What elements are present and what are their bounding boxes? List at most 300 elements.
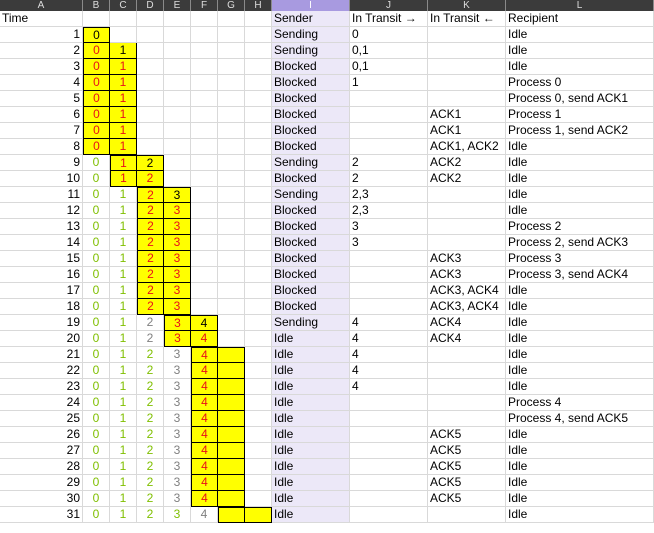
sender-cell[interactable]: Idle [272,491,350,507]
in-transit-forward-cell[interactable]: 4 [350,315,428,331]
empty-cell[interactable] [245,475,272,491]
in-transit-back-cell[interactable]: ACK3 [428,251,506,267]
sender-cell[interactable]: Blocked [272,219,350,235]
recipient-cell[interactable]: Process 2, send ACK3 [506,235,654,251]
sender-cell[interactable]: Idle [272,379,350,395]
in-transit-back-cell[interactable]: ACK3, ACK4 [428,299,506,315]
time-cell[interactable]: 25 [0,411,83,427]
sender-cell[interactable]: Idle [272,507,350,523]
empty-cell[interactable] [245,347,272,363]
acked-seq-cell[interactable]: 1 [110,379,137,395]
time-cell[interactable]: 5 [0,91,83,107]
time-cell[interactable]: 9 [0,155,83,171]
time-cell[interactable]: 29 [0,475,83,491]
recipient-cell[interactable]: Process 0 [506,75,654,91]
time-cell[interactable]: 27 [0,443,83,459]
empty-cell[interactable] [245,155,272,171]
time-cell[interactable]: 18 [0,299,83,315]
window-seq-cell[interactable]: 3 [164,251,191,267]
in-transit-forward-cell[interactable]: 4 [350,379,428,395]
window-seq-cell[interactable]: 4 [191,443,218,459]
acked-seq-cell[interactable]: 2 [137,507,164,523]
empty-cell[interactable] [191,139,218,155]
acked-seq-cell[interactable]: 3 [164,363,191,379]
acked-seq-cell[interactable]: 1 [110,443,137,459]
time-cell[interactable]: 22 [0,363,83,379]
in-transit-forward-cell[interactable] [350,491,428,507]
in-transit-back-cell[interactable]: ACK5 [428,459,506,475]
window-seq-cell[interactable]: 4 [191,427,218,443]
window-seq-cell[interactable]: 2 [137,267,164,283]
in-transit-forward-cell[interactable] [350,267,428,283]
in-transit-forward-cell[interactable]: 3 [350,235,428,251]
sender-cell[interactable]: Sending [272,155,350,171]
sender-cell[interactable]: Blocked [272,75,350,91]
in-transit-back-cell[interactable] [428,363,506,379]
sender-cell[interactable]: Idle [272,347,350,363]
acked-seq-cell[interactable]: 0 [83,187,110,203]
in-transit-back-cell[interactable] [428,75,506,91]
acked-seq-cell[interactable]: 1 [110,459,137,475]
empty-cell[interactable] [245,107,272,123]
empty-cell[interactable] [245,283,272,299]
in-transit-back-cell[interactable]: ACK5 [428,475,506,491]
time-cell[interactable]: 30 [0,491,83,507]
empty-cell[interactable] [137,75,164,91]
sender-cell[interactable]: Idle [272,411,350,427]
window-seq-cell[interactable] [218,427,245,443]
sender-cell[interactable]: Blocked [272,203,350,219]
acked-seq-cell[interactable]: 2 [137,379,164,395]
window-seq-cell[interactable]: 4 [191,363,218,379]
acked-seq-cell[interactable]: 1 [110,235,137,251]
window-seq-cell[interactable]: 3 [164,235,191,251]
recipient-cell[interactable]: Process 3, send ACK4 [506,267,654,283]
acked-seq-cell[interactable]: 0 [83,379,110,395]
time-cell[interactable]: 17 [0,283,83,299]
in-transit-back-cell[interactable]: ACK2 [428,171,506,187]
in-transit-forward-cell[interactable]: 2,3 [350,187,428,203]
column-header-d[interactable]: D [137,0,164,11]
acked-seq-cell[interactable]: 0 [83,459,110,475]
in-transit-back-cell[interactable] [428,411,506,427]
time-cell[interactable]: 15 [0,251,83,267]
in-transit-back-cell[interactable] [428,203,506,219]
header-cell-b[interactable] [83,11,110,27]
empty-cell[interactable] [191,203,218,219]
recipient-cell[interactable]: Idle [506,491,654,507]
empty-cell[interactable] [137,43,164,59]
acked-seq-cell[interactable]: 1 [110,203,137,219]
acked-seq-cell[interactable]: 3 [164,459,191,475]
recipient-cell[interactable]: Process 1, send ACK2 [506,123,654,139]
in-transit-forward-cell[interactable] [350,91,428,107]
acked-seq-cell[interactable]: 2 [137,363,164,379]
header-cell-i[interactable]: Sender [272,11,350,27]
in-transit-forward-cell[interactable]: 2 [350,155,428,171]
acked-seq-cell[interactable]: 0 [83,443,110,459]
time-cell[interactable]: 31 [0,507,83,523]
time-cell[interactable]: 4 [0,75,83,91]
in-transit-forward-cell[interactable] [350,427,428,443]
window-seq-cell[interactable]: 1 [110,155,137,171]
in-transit-forward-cell[interactable] [350,411,428,427]
acked-seq-cell[interactable]: 0 [83,507,110,523]
empty-cell[interactable] [218,27,245,43]
window-seq-cell[interactable]: 0 [83,27,110,43]
empty-cell[interactable] [245,139,272,155]
window-seq-cell[interactable]: 1 [110,59,137,75]
header-cell-j[interactable]: In Transit → [350,11,428,27]
empty-cell[interactable] [191,187,218,203]
empty-cell[interactable] [218,123,245,139]
window-seq-cell[interactable]: 1 [110,75,137,91]
empty-cell[interactable] [191,91,218,107]
acked-seq-cell[interactable]: 1 [110,395,137,411]
acked-seq-cell[interactable]: 0 [83,427,110,443]
recipient-cell[interactable]: Idle [506,363,654,379]
header-cell-l[interactable]: Recipient [506,11,654,27]
sender-cell[interactable]: Idle [272,475,350,491]
empty-cell[interactable] [218,75,245,91]
sender-cell[interactable]: Sending [272,43,350,59]
in-transit-forward-cell[interactable]: 0,1 [350,43,428,59]
empty-cell[interactable] [218,155,245,171]
empty-cell[interactable] [245,459,272,475]
in-transit-forward-cell[interactable]: 2,3 [350,203,428,219]
window-seq-cell[interactable]: 3 [164,187,191,203]
empty-cell[interactable] [164,123,191,139]
empty-cell[interactable] [191,123,218,139]
acked-seq-cell[interactable]: 1 [110,251,137,267]
header-cell-g[interactable] [218,11,245,27]
in-transit-forward-cell[interactable] [350,459,428,475]
window-seq-cell[interactable]: 0 [83,139,110,155]
acked-seq-cell[interactable]: 0 [83,331,110,347]
recipient-cell[interactable]: Idle [506,507,654,523]
in-transit-back-cell[interactable]: ACK1, ACK2 [428,139,506,155]
empty-cell[interactable] [218,187,245,203]
sender-cell[interactable]: Idle [272,395,350,411]
empty-cell[interactable] [191,27,218,43]
empty-cell[interactable] [245,91,272,107]
empty-cell[interactable] [218,219,245,235]
empty-cell[interactable] [245,395,272,411]
empty-cell[interactable] [218,331,245,347]
in-transit-back-cell[interactable] [428,379,506,395]
acked-seq-cell[interactable]: 0 [83,267,110,283]
empty-cell[interactable] [245,75,272,91]
time-cell[interactable]: 13 [0,219,83,235]
acked-seq-cell[interactable]: 1 [110,347,137,363]
acked-seq-cell[interactable]: 1 [110,315,137,331]
recipient-cell[interactable]: Idle [506,203,654,219]
empty-cell[interactable] [164,27,191,43]
in-transit-forward-cell[interactable]: 4 [350,331,428,347]
sender-cell[interactable]: Idle [272,443,350,459]
window-seq-cell[interactable] [218,347,245,363]
window-seq-cell[interactable]: 4 [191,491,218,507]
acked-seq-cell[interactable]: 1 [110,411,137,427]
in-transit-forward-cell[interactable]: 2 [350,171,428,187]
acked-seq-cell[interactable]: 0 [83,251,110,267]
in-transit-back-cell[interactable]: ACK2 [428,155,506,171]
empty-cell[interactable] [245,235,272,251]
window-seq-cell[interactable]: 1 [110,91,137,107]
sender-cell[interactable]: Sending [272,27,350,43]
time-cell[interactable]: 19 [0,315,83,331]
window-seq-cell[interactable]: 3 [164,283,191,299]
acked-seq-cell[interactable]: 2 [137,491,164,507]
window-seq-cell[interactable]: 4 [191,347,218,363]
in-transit-forward-cell[interactable] [350,475,428,491]
acked-seq-cell[interactable]: 1 [110,267,137,283]
recipient-cell[interactable]: Idle [506,459,654,475]
acked-seq-cell[interactable]: 2 [137,411,164,427]
recipient-cell[interactable]: Idle [506,187,654,203]
column-header-l[interactable]: L [506,0,654,11]
header-cell-d[interactable] [137,11,164,27]
acked-seq-cell[interactable]: 4 [191,507,218,523]
in-transit-back-cell[interactable] [428,507,506,523]
window-seq-cell[interactable] [218,475,245,491]
empty-cell[interactable] [218,267,245,283]
in-transit-forward-cell[interactable]: 0 [350,27,428,43]
acked-seq-cell[interactable]: 0 [83,219,110,235]
sender-cell[interactable]: Blocked [272,267,350,283]
recipient-cell[interactable]: Idle [506,155,654,171]
sender-cell[interactable]: Blocked [272,251,350,267]
window-seq-cell[interactable] [218,379,245,395]
empty-cell[interactable] [218,43,245,59]
recipient-cell[interactable]: Idle [506,171,654,187]
sender-cell[interactable]: Idle [272,363,350,379]
empty-cell[interactable] [245,267,272,283]
column-header-i[interactable]: I [272,0,350,11]
window-seq-cell[interactable]: 1 [110,139,137,155]
time-cell[interactable]: 23 [0,379,83,395]
empty-cell[interactable] [245,203,272,219]
acked-seq-cell[interactable]: 0 [83,235,110,251]
window-seq-cell[interactable]: 2 [137,187,164,203]
empty-cell[interactable] [110,27,137,43]
empty-cell[interactable] [245,379,272,395]
in-transit-back-cell[interactable] [428,91,506,107]
acked-seq-cell[interactable]: 2 [137,459,164,475]
empty-cell[interactable] [191,267,218,283]
header-cell-k[interactable]: In Transit ← [428,11,506,27]
acked-seq-cell[interactable]: 3 [164,443,191,459]
time-cell[interactable]: 28 [0,459,83,475]
empty-cell[interactable] [164,171,191,187]
empty-cell[interactable] [218,299,245,315]
empty-cell[interactable] [218,283,245,299]
window-seq-cell[interactable] [245,507,272,523]
in-transit-back-cell[interactable] [428,59,506,75]
acked-seq-cell[interactable]: 2 [137,347,164,363]
time-cell[interactable]: 7 [0,123,83,139]
empty-cell[interactable] [245,251,272,267]
column-header-j[interactable]: J [350,0,428,11]
empty-cell[interactable] [245,427,272,443]
header-cell-a[interactable]: Time [0,11,83,27]
in-transit-forward-cell[interactable] [350,283,428,299]
window-seq-cell[interactable]: 2 [137,251,164,267]
empty-cell[interactable] [191,155,218,171]
acked-seq-cell[interactable]: 0 [83,491,110,507]
in-transit-back-cell[interactable]: ACK5 [428,427,506,443]
acked-seq-cell[interactable]: 1 [110,283,137,299]
empty-cell[interactable] [245,299,272,315]
sender-cell[interactable]: Blocked [272,59,350,75]
in-transit-back-cell[interactable] [428,347,506,363]
in-transit-back-cell[interactable]: ACK1 [428,107,506,123]
column-header-f[interactable]: F [191,0,218,11]
acked-seq-cell[interactable]: 1 [110,331,137,347]
column-header-h[interactable]: H [245,0,272,11]
window-seq-cell[interactable]: 4 [191,315,218,331]
acked-seq-cell[interactable]: 1 [110,427,137,443]
empty-cell[interactable] [137,59,164,75]
sender-cell[interactable]: Blocked [272,107,350,123]
empty-cell[interactable] [218,139,245,155]
empty-cell[interactable] [218,59,245,75]
window-seq-cell[interactable]: 2 [137,283,164,299]
empty-cell[interactable] [245,411,272,427]
recipient-cell[interactable]: Process 2 [506,219,654,235]
empty-cell[interactable] [191,235,218,251]
sender-cell[interactable]: Blocked [272,91,350,107]
empty-cell[interactable] [245,331,272,347]
column-header-c[interactable]: C [110,0,137,11]
in-transit-forward-cell[interactable] [350,299,428,315]
sender-cell[interactable]: Idle [272,427,350,443]
acked-seq-cell[interactable]: 0 [83,283,110,299]
acked-seq-cell[interactable]: 2 [137,395,164,411]
acked-seq-cell[interactable]: 1 [110,507,137,523]
window-seq-cell[interactable]: 3 [164,267,191,283]
recipient-cell[interactable]: Idle [506,315,654,331]
in-transit-back-cell[interactable] [428,43,506,59]
in-transit-back-cell[interactable]: ACK4 [428,315,506,331]
recipient-cell[interactable]: Process 0, send ACK1 [506,91,654,107]
acked-seq-cell[interactable]: 0 [83,203,110,219]
window-seq-cell[interactable]: 4 [191,379,218,395]
time-cell[interactable]: 11 [0,187,83,203]
empty-cell[interactable] [191,59,218,75]
window-seq-cell[interactable]: 2 [137,155,164,171]
in-transit-back-cell[interactable]: ACK5 [428,491,506,507]
recipient-cell[interactable]: Process 4 [506,395,654,411]
time-cell[interactable]: 2 [0,43,83,59]
in-transit-forward-cell[interactable] [350,139,428,155]
empty-cell[interactable] [245,315,272,331]
time-cell[interactable]: 14 [0,235,83,251]
recipient-cell[interactable]: Idle [506,43,654,59]
empty-cell[interactable] [164,139,191,155]
window-seq-cell[interactable]: 0 [83,91,110,107]
window-seq-cell[interactable]: 0 [83,107,110,123]
empty-cell[interactable] [191,283,218,299]
empty-cell[interactable] [245,443,272,459]
recipient-cell[interactable]: Idle [506,331,654,347]
acked-seq-cell[interactable]: 0 [83,363,110,379]
acked-seq-cell[interactable]: 0 [83,155,110,171]
window-seq-cell[interactable]: 4 [191,411,218,427]
in-transit-forward-cell[interactable]: 4 [350,347,428,363]
window-seq-cell[interactable]: 3 [164,299,191,315]
sender-cell[interactable]: Sending [272,315,350,331]
empty-cell[interactable] [191,299,218,315]
sender-cell[interactable]: Sending [272,187,350,203]
in-transit-back-cell[interactable] [428,27,506,43]
recipient-cell[interactable]: Idle [506,443,654,459]
in-transit-back-cell[interactable]: ACK5 [428,443,506,459]
empty-cell[interactable] [137,91,164,107]
window-seq-cell[interactable] [218,459,245,475]
window-seq-cell[interactable]: 1 [110,107,137,123]
acked-seq-cell[interactable]: 1 [110,187,137,203]
empty-cell[interactable] [191,219,218,235]
time-cell[interactable]: 16 [0,267,83,283]
sender-cell[interactable]: Idle [272,331,350,347]
acked-seq-cell[interactable]: 1 [110,219,137,235]
empty-cell[interactable] [218,235,245,251]
column-header-g[interactable]: G [218,0,245,11]
time-cell[interactable]: 24 [0,395,83,411]
empty-cell[interactable] [164,59,191,75]
recipient-cell[interactable]: Idle [506,59,654,75]
empty-cell[interactable] [137,107,164,123]
empty-cell[interactable] [137,123,164,139]
acked-seq-cell[interactable]: 2 [137,331,164,347]
sender-cell[interactable]: Idle [272,459,350,475]
window-seq-cell[interactable] [218,507,245,523]
recipient-cell[interactable]: Idle [506,347,654,363]
in-transit-forward-cell[interactable]: 0,1 [350,59,428,75]
window-seq-cell[interactable]: 4 [191,475,218,491]
window-seq-cell[interactable]: 4 [191,395,218,411]
header-cell-h[interactable] [245,11,272,27]
window-seq-cell[interactable]: 2 [137,171,164,187]
empty-cell[interactable] [245,27,272,43]
acked-seq-cell[interactable]: 3 [164,411,191,427]
empty-cell[interactable] [191,171,218,187]
time-cell[interactable]: 26 [0,427,83,443]
window-seq-cell[interactable]: 2 [137,235,164,251]
recipient-cell[interactable]: Idle [506,379,654,395]
window-seq-cell[interactable]: 0 [83,75,110,91]
recipient-cell[interactable]: Idle [506,27,654,43]
recipient-cell[interactable]: Process 1 [506,107,654,123]
in-transit-back-cell[interactable] [428,219,506,235]
empty-cell[interactable] [245,123,272,139]
empty-cell[interactable] [191,251,218,267]
sender-cell[interactable]: Blocked [272,299,350,315]
in-transit-forward-cell[interactable]: 4 [350,363,428,379]
empty-cell[interactable] [218,91,245,107]
time-cell[interactable]: 12 [0,203,83,219]
recipient-cell[interactable]: Idle [506,299,654,315]
window-seq-cell[interactable] [218,363,245,379]
empty-cell[interactable] [164,75,191,91]
sender-cell[interactable]: Blocked [272,283,350,299]
empty-cell[interactable] [245,43,272,59]
time-cell[interactable]: 20 [0,331,83,347]
acked-seq-cell[interactable]: 3 [164,379,191,395]
empty-cell[interactable] [218,315,245,331]
time-cell[interactable]: 21 [0,347,83,363]
